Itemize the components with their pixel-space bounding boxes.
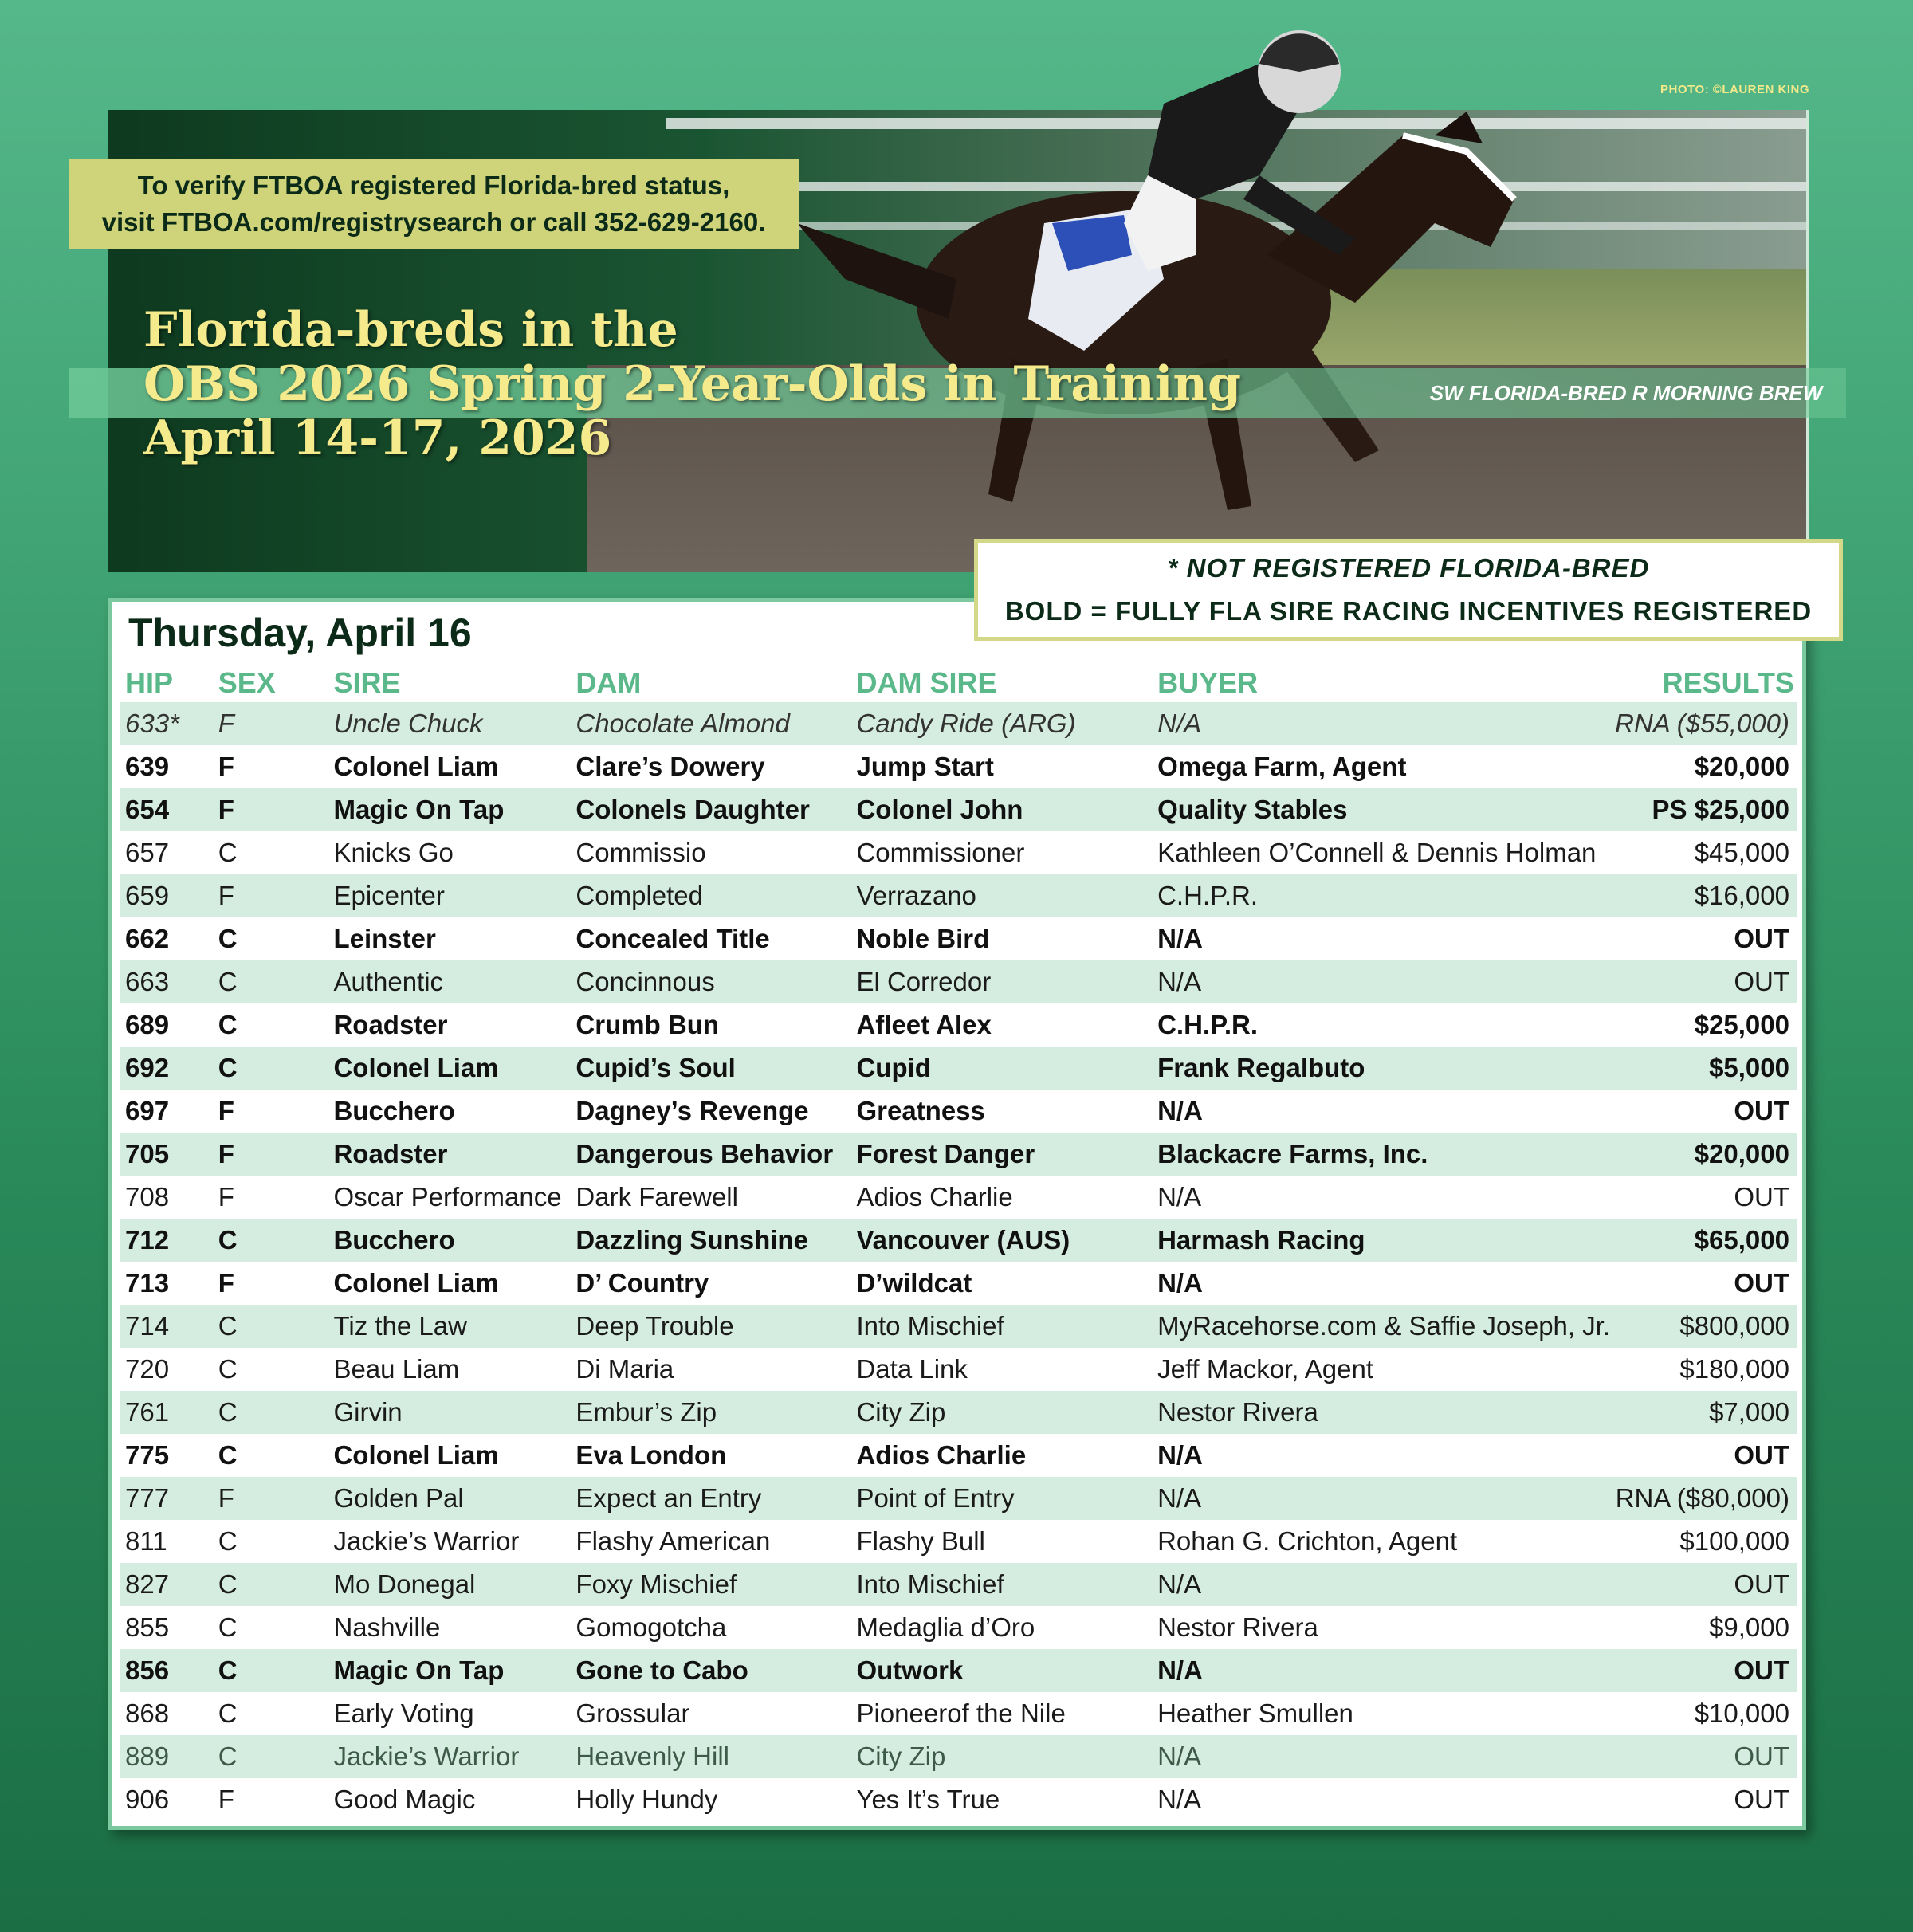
- cell-sire: Colonel Liam: [333, 752, 499, 781]
- cell-dam-sire: City Zip: [851, 1735, 1153, 1778]
- cell-result: $65,000: [1610, 1219, 1797, 1262]
- cell-sire: Magic On Tap: [328, 788, 571, 831]
- cell-dam-sire: Data Link: [856, 1354, 968, 1384]
- cell-dam-sire: El Corredor: [851, 960, 1153, 1003]
- cell-dam-sire: Into Mischief: [851, 1563, 1153, 1606]
- cell-result: OUT: [1734, 1440, 1789, 1470]
- cell-dam-sire: Candy Ride (ARG): [851, 702, 1153, 745]
- cell-result: OUT: [1734, 924, 1789, 953]
- cell-sex: C: [204, 1391, 329, 1434]
- table-row: [120, 1090, 1797, 1133]
- cell-buyer: N/A: [1157, 1182, 1202, 1211]
- table-row: [120, 1477, 1797, 1520]
- cell-result: $10,000: [1694, 1698, 1789, 1728]
- cell-sex: C: [218, 1010, 238, 1039]
- table-row: [120, 1219, 1797, 1262]
- cell-hip: 689: [125, 1010, 170, 1039]
- cell-buyer: N/A: [1153, 960, 1610, 1003]
- cell-dam-sire: Yes It’s True: [856, 1785, 1000, 1814]
- cell-hip: 654: [120, 788, 204, 831]
- cell-sex: F: [218, 1096, 234, 1125]
- cell-sex: C: [204, 1046, 329, 1090]
- cell-buyer: Harmash Racing: [1153, 1219, 1610, 1262]
- cell-hip: 811: [125, 1526, 167, 1556]
- cell-dam-sire: Point of Entry: [851, 1477, 1153, 1520]
- cell-dam: Flashy American: [575, 1526, 771, 1556]
- table-row: [120, 1003, 1797, 1046]
- cell-hip: 708: [125, 1182, 170, 1211]
- cell-dam: Grossular: [575, 1698, 690, 1728]
- cell-sire: Authentic: [328, 960, 571, 1003]
- cell-hip: 827: [120, 1563, 204, 1606]
- cell-result: RNA ($80,000): [1610, 1477, 1797, 1520]
- cell-dam: Eva London: [575, 1440, 727, 1470]
- table-row: [120, 1391, 1797, 1434]
- cell-result: OUT: [1610, 1735, 1797, 1778]
- cell-dam-sire: City Zip: [851, 1391, 1153, 1434]
- cell-result: PS $25,000: [1610, 788, 1797, 831]
- photo-caption: SW FLORIDA-BRED R MORNING BREW: [1429, 381, 1823, 405]
- table-row: [120, 1563, 1797, 1606]
- table-header-row: [120, 664, 1797, 702]
- cell-sex: C: [218, 1612, 238, 1642]
- cell-result: OUT: [1610, 1649, 1797, 1692]
- cell-hip: 692: [120, 1046, 204, 1090]
- cell-sex: C: [204, 1305, 329, 1348]
- cell-dam: D’ Country: [575, 1268, 709, 1298]
- verify-line-2: visit FTBOA.com/registrysearch or call 352-629-2160.: [101, 207, 766, 237]
- cell-result: $16,000: [1610, 874, 1797, 917]
- cell-dam: Di Maria: [575, 1354, 674, 1384]
- cell-sex: C: [218, 838, 238, 867]
- cell-hip: 720: [125, 1354, 170, 1384]
- cell-result: OUT: [1734, 1785, 1789, 1814]
- table-row: [120, 874, 1797, 917]
- cell-hip: 659: [120, 874, 204, 917]
- cell-sex: F: [204, 788, 329, 831]
- cell-dam: Foxy Mischief: [571, 1563, 851, 1606]
- cell-buyer: N/A: [1157, 1268, 1203, 1298]
- table-row: [120, 1778, 1797, 1821]
- cell-sex: F: [204, 874, 329, 917]
- cell-result: $800,000: [1610, 1305, 1797, 1348]
- cell-sire: Magic On Tap: [328, 1649, 571, 1692]
- cell-buyer: N/A: [1157, 924, 1203, 953]
- cell-dam-sire: Jump Start: [856, 752, 994, 781]
- cell-buyer: N/A: [1157, 1440, 1203, 1470]
- cell-buyer: N/A: [1157, 1785, 1202, 1814]
- cell-dam: Expect an Entry: [571, 1477, 851, 1520]
- cell-sex: C: [204, 1649, 329, 1692]
- cell-buyer: N/A: [1153, 1649, 1610, 1692]
- cell-buyer: Frank Regalbuto: [1153, 1046, 1610, 1090]
- cell-buyer: Nestor Rivera: [1153, 1391, 1610, 1434]
- cell-buyer: Jeff Mackor, Agent: [1157, 1354, 1373, 1384]
- cell-result: OUT: [1734, 1268, 1789, 1298]
- cell-hip: 856: [120, 1649, 204, 1692]
- cell-hip: 775: [125, 1440, 170, 1470]
- cell-buyer: Heather Smullen: [1157, 1698, 1353, 1728]
- cell-sire: Beau Liam: [333, 1354, 460, 1384]
- cell-hip: 713: [125, 1268, 170, 1298]
- col-header-sex: SEX: [218, 666, 276, 699]
- cell-sire: Nashville: [333, 1612, 441, 1642]
- cell-buyer: N/A: [1153, 1477, 1610, 1520]
- cell-dam: Deep Trouble: [571, 1305, 851, 1348]
- cell-dam: Dark Farewell: [575, 1182, 738, 1211]
- table-row: [120, 917, 1797, 960]
- cell-result: $9,000: [1709, 1612, 1789, 1642]
- cell-dam-sire: Adios Charlie: [856, 1182, 1013, 1211]
- cell-dam: Completed: [571, 874, 851, 917]
- table-row: [120, 1046, 1797, 1090]
- table-row: [120, 1606, 1797, 1649]
- col-header-results: RESULTS: [1662, 666, 1794, 699]
- col-header-sire: SIRE: [333, 666, 401, 699]
- cell-hip: 633*: [120, 702, 204, 745]
- cell-result: $5,000: [1610, 1046, 1797, 1090]
- cell-sire: Mo Donegal: [328, 1563, 571, 1606]
- cell-dam: Cupid’s Soul: [571, 1046, 851, 1090]
- cell-result: OUT: [1734, 1182, 1789, 1211]
- cell-dam: Gone to Cabo: [571, 1649, 851, 1692]
- cell-dam: Embur’s Zip: [571, 1391, 851, 1434]
- cell-sire: Uncle Chuck: [328, 702, 571, 745]
- cell-hip: 662: [125, 924, 170, 953]
- cell-dam: Chocolate Almond: [571, 702, 851, 745]
- cell-sex: F: [218, 1268, 234, 1298]
- cell-sire: Roadster: [328, 1133, 571, 1176]
- table-row: [120, 788, 1797, 831]
- legend-box: [974, 539, 1843, 641]
- cell-result: $100,000: [1679, 1526, 1789, 1556]
- cell-buyer: N/A: [1153, 1563, 1610, 1606]
- cell-sire: Bucchero: [333, 1096, 455, 1125]
- results-table-body: [120, 702, 1797, 1821]
- table-row: [120, 960, 1797, 1003]
- cell-dam-sire: Colonel John: [851, 788, 1153, 831]
- cell-dam: Commissio: [575, 838, 706, 867]
- cell-dam-sire: Afleet Alex: [856, 1010, 992, 1039]
- cell-hip: 639: [125, 752, 170, 781]
- cell-sire: Colonel Liam: [333, 1268, 499, 1298]
- cell-sex: C: [204, 1735, 329, 1778]
- cell-hip: 889: [120, 1735, 204, 1778]
- table-row: [120, 1692, 1797, 1735]
- cell-sire: Colonel Liam: [328, 1046, 571, 1090]
- cell-sex: C: [218, 1354, 238, 1384]
- cell-sex: F: [218, 752, 234, 781]
- cell-dam: Concinnous: [571, 960, 851, 1003]
- table-row: [120, 745, 1797, 788]
- cell-dam-sire: Noble Bird: [856, 924, 990, 953]
- cell-sire: Bucchero: [328, 1219, 571, 1262]
- legend-bold-meaning: BOLD = FULLY FLA SIRE RACING INCENTIVES REGISTERED: [1004, 596, 1813, 626]
- cell-dam: Colonels Daughter: [571, 788, 851, 831]
- cell-sex: C: [218, 924, 238, 953]
- cell-dam-sire: Commissioner: [856, 838, 1025, 867]
- col-header-hip: HIP: [125, 666, 174, 699]
- cell-hip: 705: [120, 1133, 204, 1176]
- cell-dam-sire: Verrazano: [851, 874, 1153, 917]
- cell-result: $20,000: [1694, 752, 1789, 781]
- cell-sire: Good Magic: [333, 1785, 476, 1814]
- cell-sex: C: [204, 960, 329, 1003]
- legend-not-registered: * NOT REGISTERED FLORIDA-BRED: [1167, 553, 1650, 583]
- cell-dam-sire: Into Mischief: [851, 1305, 1153, 1348]
- cell-dam: Crumb Bun: [575, 1010, 720, 1039]
- cell-sire: Early Voting: [333, 1698, 474, 1728]
- cell-dam-sire: Vancouver (AUS): [851, 1219, 1153, 1262]
- cell-sire: Epicenter: [328, 874, 571, 917]
- cell-dam-sire: D’wildcat: [856, 1268, 972, 1298]
- col-header-buyer: BUYER: [1157, 666, 1259, 699]
- page-title: [143, 303, 1241, 465]
- cell-buyer: C.H.P.R.: [1153, 874, 1610, 917]
- cell-dam-sire: Cupid: [851, 1046, 1153, 1090]
- cell-result: $25,000: [1694, 1010, 1789, 1039]
- cell-result: $7,000: [1610, 1391, 1797, 1434]
- table-row: [120, 1176, 1797, 1219]
- cell-buyer: Nestor Rivera: [1157, 1612, 1318, 1642]
- cell-buyer: C.H.P.R.: [1157, 1010, 1259, 1039]
- table-row: [120, 702, 1797, 745]
- table-row: [120, 1133, 1797, 1176]
- cell-dam-sire: Pioneerof the Nile: [856, 1698, 1066, 1728]
- day-heading: Thursday, April 16: [128, 611, 472, 655]
- cell-dam: Clare’s Dowery: [575, 752, 765, 781]
- title-line-1: Florida-breds in the: [143, 302, 678, 358]
- table-row: [120, 1348, 1797, 1391]
- cell-sire: Jackie’s Warrior: [333, 1526, 520, 1556]
- cell-result: OUT: [1610, 960, 1797, 1003]
- cell-dam: Holly Hundy: [575, 1785, 718, 1814]
- cell-hip: 712: [120, 1219, 204, 1262]
- cell-hip: 761: [120, 1391, 204, 1434]
- cell-hip: 855: [125, 1612, 170, 1642]
- cell-sire: Leinster: [333, 924, 436, 953]
- cell-hip: 697: [125, 1096, 170, 1125]
- cell-sire: Jackie’s Warrior: [328, 1735, 571, 1778]
- cell-dam-sire: Flashy Bull: [856, 1526, 985, 1556]
- cell-sex: C: [218, 1440, 238, 1470]
- cell-sex: C: [204, 1219, 329, 1262]
- cell-hip: 657: [125, 838, 170, 867]
- cell-buyer: MyRacehorse.com & Saffie Joseph, Jr.: [1153, 1305, 1610, 1348]
- cell-dam-sire: Outwork: [851, 1649, 1153, 1692]
- cell-dam: Dagney’s Revenge: [575, 1096, 809, 1125]
- table-row: [120, 1735, 1797, 1778]
- cell-sex: C: [204, 1563, 329, 1606]
- cell-hip: 906: [125, 1785, 170, 1814]
- title-line-2: OBS 2026 Spring 2-Year-Olds in Training: [143, 356, 1242, 412]
- cell-buyer: Rohan G. Crichton, Agent: [1157, 1526, 1458, 1556]
- cell-sire: Girvin: [328, 1391, 571, 1434]
- table-row: [120, 1434, 1797, 1477]
- cell-sex: F: [218, 1785, 234, 1814]
- photo-credit: PHOTO: ©LAUREN KING: [1660, 83, 1809, 96]
- cell-dam-sire: Adios Charlie: [856, 1440, 1027, 1470]
- results-table: [120, 664, 1797, 1821]
- cell-hip: 714: [120, 1305, 204, 1348]
- cell-dam: Concealed Title: [575, 924, 770, 953]
- col-header-dam-sire: DAM SIRE: [856, 666, 997, 699]
- cell-dam-sire: Forest Danger: [851, 1133, 1153, 1176]
- cell-buyer: N/A: [1153, 702, 1610, 745]
- cell-dam: Dazzling Sunshine: [571, 1219, 851, 1262]
- cell-buyer: Blackacre Farms, Inc.: [1153, 1133, 1610, 1176]
- cell-sex: F: [204, 1133, 329, 1176]
- cell-sire: Roadster: [333, 1010, 448, 1039]
- cell-sex: F: [204, 702, 329, 745]
- table-row: [120, 1262, 1797, 1305]
- results-panel: [108, 598, 1806, 1830]
- title-line-3: April 14-17, 2026: [143, 410, 612, 466]
- table-row: [120, 831, 1797, 874]
- cell-result: $180,000: [1679, 1354, 1789, 1384]
- cell-sire: Colonel Liam: [333, 1440, 499, 1470]
- cell-buyer: Omega Farm, Agent: [1157, 752, 1407, 781]
- cell-sire: Knicks Go: [333, 838, 454, 867]
- col-header-dam: DAM: [575, 666, 642, 699]
- cell-hip: 868: [125, 1698, 170, 1728]
- cell-dam: Dangerous Behavior: [571, 1133, 851, 1176]
- table-row: [120, 1305, 1797, 1348]
- table-row: [120, 1520, 1797, 1563]
- verify-line-1: To verify FTBOA registered Florida-bred status,: [137, 171, 730, 200]
- table-row: [120, 1649, 1797, 1692]
- cell-dam: Gomogotcha: [575, 1612, 727, 1642]
- cell-result: $20,000: [1610, 1133, 1797, 1176]
- cell-buyer: Quality Stables: [1153, 788, 1610, 831]
- cell-result: $45,000: [1694, 838, 1789, 867]
- cell-buyer: Kathleen O’Connell & Dennis Holman: [1157, 838, 1597, 867]
- cell-dam-sire: Medaglia d’Oro: [856, 1612, 1035, 1642]
- cell-hip: 777: [120, 1477, 204, 1520]
- cell-dam-sire: Greatness: [856, 1096, 985, 1125]
- cell-sex: F: [204, 1477, 329, 1520]
- cell-buyer: N/A: [1157, 1096, 1203, 1125]
- cell-sire: Tiz the Law: [328, 1305, 571, 1348]
- cell-result: OUT: [1610, 1563, 1797, 1606]
- cell-sire: Oscar Performance: [333, 1182, 562, 1211]
- cell-sire: Golden Pal: [328, 1477, 571, 1520]
- verify-notice: [69, 159, 799, 249]
- cell-sex: C: [218, 1698, 238, 1728]
- cell-buyer: N/A: [1153, 1735, 1610, 1778]
- cell-sex: C: [218, 1526, 238, 1556]
- cell-dam: Heavenly Hill: [571, 1735, 851, 1778]
- cell-result: RNA ($55,000): [1610, 702, 1797, 745]
- cell-result: OUT: [1734, 1096, 1789, 1125]
- cell-sex: F: [218, 1182, 234, 1211]
- cell-hip: 663: [120, 960, 204, 1003]
